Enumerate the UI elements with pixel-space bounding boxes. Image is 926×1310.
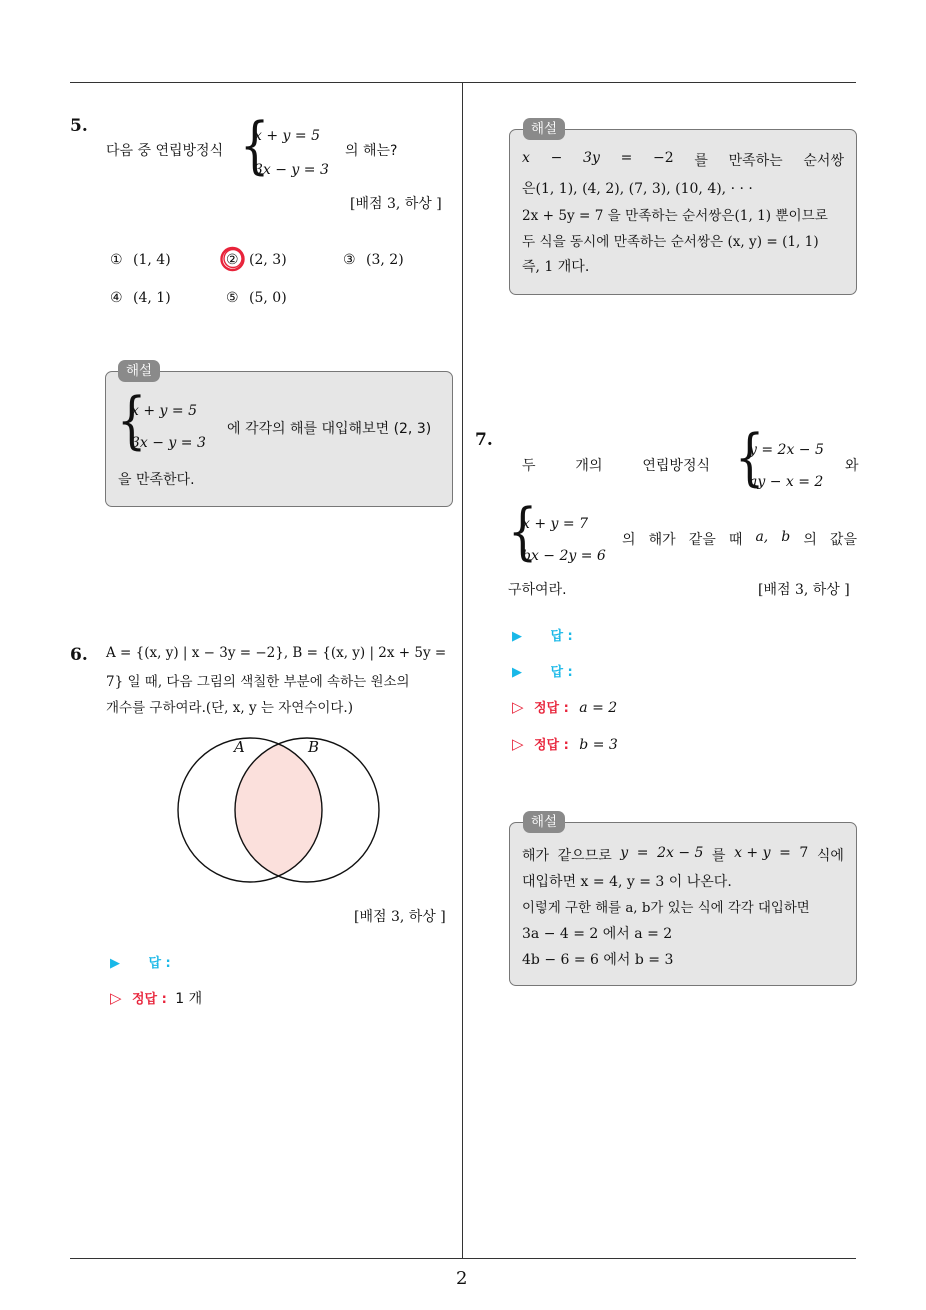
word: = xyxy=(636,845,649,861)
equation-1: x + y = 7 xyxy=(522,516,588,532)
play-icon: ▶ xyxy=(110,956,120,971)
question-number: 7. xyxy=(475,430,493,450)
explanation-line-3: 이렇게 구한 해를 a, b가 있는 식에 각각 대입하면 xyxy=(522,901,810,916)
choice-value: (1, 4) xyxy=(133,252,171,268)
word: 두 xyxy=(522,458,536,474)
correct-label: 정답 : xyxy=(534,738,569,753)
correct-answer-row-2 xyxy=(512,734,618,753)
play-icon: ▶ xyxy=(512,665,522,680)
word: −2 xyxy=(653,150,674,166)
equation-1: x + y = 5 xyxy=(254,128,320,144)
explanation-tab: 해설 xyxy=(523,811,565,833)
choice-1[interactable] xyxy=(110,252,171,268)
answer-row-2[interactable] xyxy=(512,661,573,680)
explanation-text-1: 에 각각의 해를 대입해보면 (2, 3) xyxy=(227,421,432,437)
score-tag: [배점 3, 하상 ] xyxy=(350,196,442,212)
venn-label-b: B xyxy=(308,738,320,756)
explanation-text-2: 을 만족한다. xyxy=(118,472,195,488)
left-brace: { xyxy=(735,420,765,494)
answer-label: 답 : xyxy=(148,956,171,971)
word: y xyxy=(620,845,629,861)
explanation-line-5: 4b − 6 = 6 에서 b = 3 xyxy=(522,952,674,968)
correct-label: 정답 : xyxy=(132,992,167,1007)
word: x + y xyxy=(734,845,771,861)
word: = xyxy=(779,845,791,861)
outline-triangle-icon: ▷ xyxy=(512,698,524,716)
venn-diagram xyxy=(170,736,390,886)
word: 2x − 5 xyxy=(657,845,704,861)
choice-value: (3, 2) xyxy=(366,252,404,268)
equation-2: 3x − y = 3 xyxy=(131,435,206,451)
word: 를 xyxy=(711,848,726,864)
word: 의 xyxy=(622,532,636,548)
equation-2: 3x − y = 3 xyxy=(254,162,329,178)
choice-mark: ② xyxy=(226,252,239,268)
question-line-1: A = {(x, y) | x − 3y = −2}, B = {(x, y) | 2x + 5y = xyxy=(106,645,447,661)
score-tag: [배점 3, 하상 ] xyxy=(354,909,446,925)
choice-mark: ⑤ xyxy=(226,290,239,306)
venn-intersection xyxy=(235,738,379,882)
explanation-line-4: 3a − 4 = 2 에서 a = 2 xyxy=(522,926,673,942)
word: 해가 xyxy=(522,848,550,864)
word: − xyxy=(550,150,563,166)
question-line-3: 개수를 구하여라.(단, x, y 는 자연수이다.) xyxy=(106,700,353,716)
choice-value: (4, 1) xyxy=(133,290,171,306)
play-icon: ▶ xyxy=(512,629,522,644)
question-line-3: 구하여라. xyxy=(508,582,567,598)
left-brace: { xyxy=(240,108,270,182)
correct-value: 1 개 xyxy=(175,991,203,1007)
word: 7 xyxy=(799,845,809,861)
word: 연립방정식 xyxy=(642,458,710,474)
equation-system-1 xyxy=(735,420,845,498)
equation-system xyxy=(240,108,350,186)
choice-mark: ④ xyxy=(110,290,123,306)
word: 를 xyxy=(694,153,708,169)
equation-1: x + y = 5 xyxy=(131,403,197,419)
word: 값을 xyxy=(829,532,857,548)
word: 의 xyxy=(803,532,817,548)
question-line-2 xyxy=(622,529,857,549)
question-connector: 와 xyxy=(845,458,859,474)
answer-label: 답 : xyxy=(550,665,573,680)
correct-label: 정답 : xyxy=(534,701,569,716)
question-line-1 xyxy=(522,455,710,475)
equation-1: y = 2x − 5 xyxy=(749,442,824,458)
word: 3y xyxy=(583,150,600,166)
word: 만족하는 xyxy=(728,153,783,169)
explanation-line-1 xyxy=(522,845,844,865)
left-brace: { xyxy=(117,383,147,457)
equation-2: ay − x = 2 xyxy=(749,474,824,490)
choice-mark: ① xyxy=(110,252,123,268)
explanation-line-2: 대입하면 x = 4, y = 3 이 나온다. xyxy=(522,874,732,890)
page-number: 2 xyxy=(456,1268,468,1289)
bottom-rule xyxy=(70,1258,856,1259)
choice-4[interactable] xyxy=(110,290,171,306)
word: = xyxy=(620,150,633,166)
correct-value: b = 3 xyxy=(579,737,618,753)
answer-label: 답 : xyxy=(550,629,573,644)
choice-mark: ③ xyxy=(343,252,356,268)
word: 같으므로 xyxy=(557,848,612,864)
word: a, xyxy=(755,529,769,545)
question-suffix: 의 해는? xyxy=(345,143,398,159)
question-number: 6. xyxy=(70,645,88,665)
correct-answer-row-1 xyxy=(512,697,617,716)
choice-value: (5, 0) xyxy=(249,290,287,306)
explanation-line-4: 두 식을 동시에 만족하는 순서쌍은 (x, y) = (1, 1) xyxy=(522,234,819,250)
score-tag: [배점 3, 하상 ] xyxy=(758,582,850,598)
column-divider xyxy=(462,83,463,1258)
explanation-tab: 해설 xyxy=(118,360,160,382)
word: 개의 xyxy=(575,458,603,474)
answer-row-1[interactable] xyxy=(512,625,573,644)
selected-answer-circle-icon xyxy=(218,244,248,274)
word: 식에 xyxy=(816,848,844,864)
explanation-line-1 xyxy=(522,150,844,170)
word: x xyxy=(522,150,530,166)
explanation-equation-system xyxy=(117,383,227,461)
explanation-line-2: 은(1, 1), (4, 2), (7, 3), (10, 4), · · · xyxy=(522,181,753,197)
correct-answer-row xyxy=(110,988,202,1008)
venn-label-a: A xyxy=(234,738,245,756)
word: 때 xyxy=(728,532,743,548)
equation-system-2 xyxy=(508,494,618,572)
question-prefix: 다음 중 연립방정식 xyxy=(106,143,224,159)
choice-5[interactable] xyxy=(226,290,287,306)
word: b xyxy=(781,529,791,545)
correct-value: a = 2 xyxy=(579,700,618,716)
question-line-2: 7} 일 때, 다음 그림의 색칠한 부분에 속하는 원소의 xyxy=(106,674,410,690)
question-number: 5. xyxy=(70,116,88,136)
word: 순서쌍 xyxy=(803,153,844,169)
equation-2: bx − 2y = 6 xyxy=(522,548,606,564)
choice-value: (2, 3) xyxy=(249,252,287,268)
word: 같을 xyxy=(688,532,716,548)
word: 해가 xyxy=(648,532,676,548)
answer-row[interactable] xyxy=(110,952,171,971)
left-brace: { xyxy=(508,494,538,568)
explanation-line-3: 2x + 5y = 7 을 만족하는 순서쌍은(1, 1) 뿐이므로 xyxy=(522,208,828,224)
explanation-line-5: 즉, 1 개다. xyxy=(522,259,590,275)
outline-triangle-icon: ▷ xyxy=(512,735,524,753)
outline-triangle-icon: ▷ xyxy=(110,989,122,1007)
explanation-tab: 해설 xyxy=(523,118,565,140)
choice-3[interactable] xyxy=(343,252,404,268)
